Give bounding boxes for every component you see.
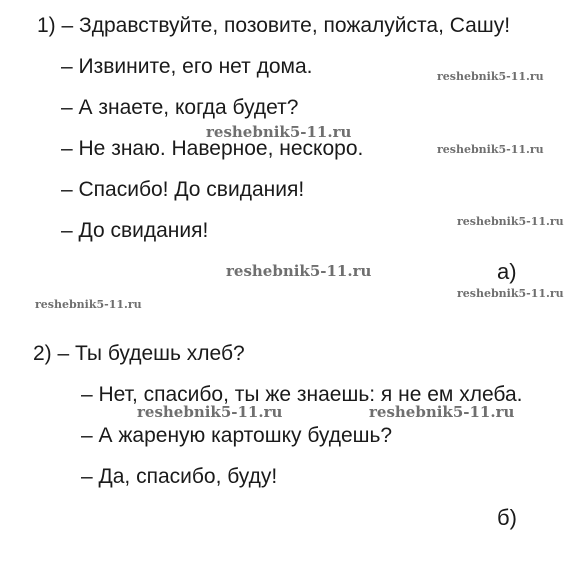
watermark: reshebnik5-11.ru: [437, 143, 544, 156]
watermark: reshebnik5-11.ru: [137, 403, 283, 421]
watermark: reshebnik5-11.ru: [226, 262, 372, 280]
watermark: reshebnik5-11.ru: [35, 298, 142, 311]
dialogue2-marker: б): [497, 505, 517, 530]
watermark: reshebnik5-11.ru: [437, 70, 544, 83]
watermark: reshebnik5-11.ru: [369, 403, 515, 421]
watermark: reshebnik5-11.ru: [457, 215, 564, 228]
dialogue1-line-5: – Спасибо! До свидания!: [61, 178, 305, 201]
dialogue2-line-2: – Нет, спасибо, ты же знаешь: я не ем хлеба.: [81, 383, 523, 406]
watermark: reshebnik5-11.ru: [206, 123, 352, 141]
dialogue1-line-3: – А знаете, когда будет?: [61, 96, 299, 119]
dialogue2-line-3: – А жареную картошку будешь?: [81, 424, 393, 447]
dialogue2-line-1: 2) – Ты будешь хлеб?: [33, 342, 245, 365]
dialogue1-line-4: – Не знаю. Наверное, нескоро.: [61, 137, 364, 160]
dialogue1-line-2: – Извините, его нет дома.: [61, 55, 313, 78]
dialogue2-line-4: – Да, спасибо, буду!: [81, 465, 278, 488]
dialogue1-line-6: – До свидания!: [61, 219, 209, 242]
dialogue1-marker: а): [497, 259, 517, 284]
dialogue1-line-1: 1) – Здравствуйте, позовите, пожалуйста, Сашу!: [37, 14, 511, 37]
watermark: reshebnik5-11.ru: [457, 287, 564, 300]
